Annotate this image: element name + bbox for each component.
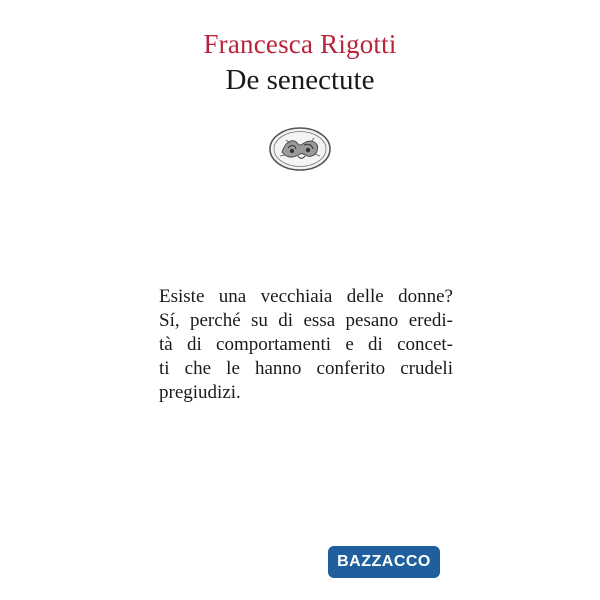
store-badge: BAZZACCO: [328, 546, 440, 578]
blurb-line: Esiste una vecchiaia delle donne?: [159, 286, 453, 307]
book-cover: [128, 0, 472, 600]
blurb-line: ti che le hanno conferito crudeli: [159, 358, 453, 379]
blurb-line: pregiudizi.: [159, 382, 241, 403]
blurb-line: Sí, perché su di essa pesano eredi-: [159, 310, 453, 331]
book-title: De senectute: [225, 64, 375, 96]
publisher-emblem-icon: [268, 126, 332, 172]
book-blurb: [159, 285, 453, 405]
blurb-line: tà di comportamenti e di concet-: [159, 334, 453, 355]
book-author: Francesca Rigotti: [203, 29, 397, 59]
